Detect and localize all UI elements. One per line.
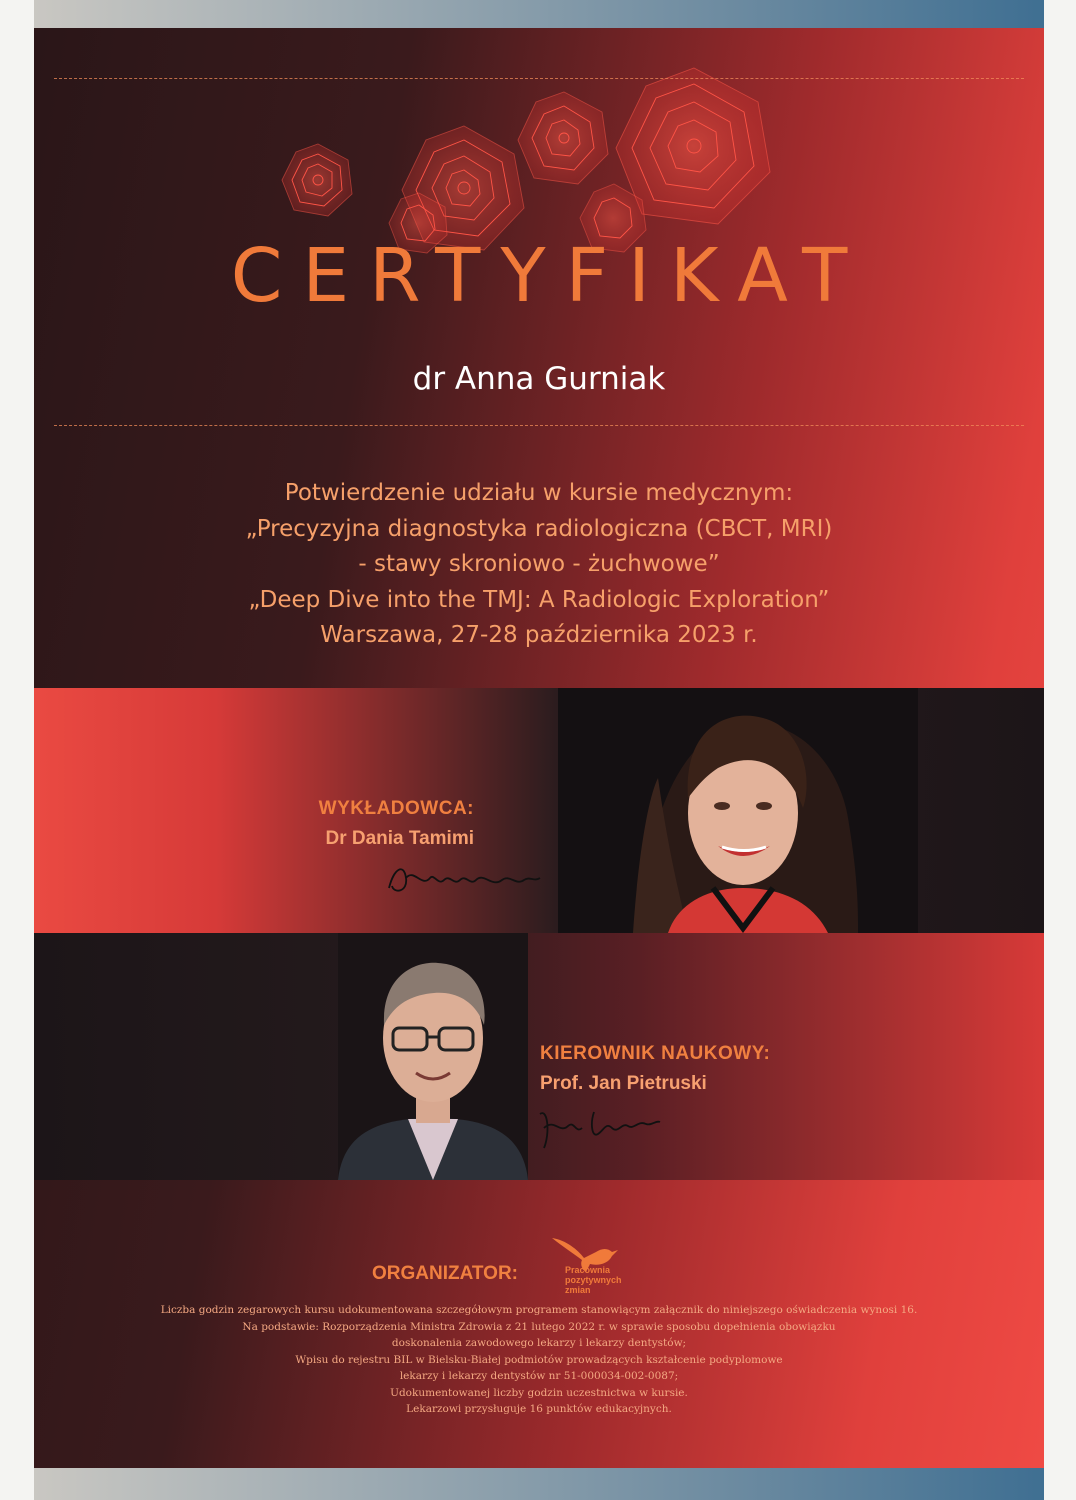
- logo-text-line: zmian: [565, 1285, 591, 1295]
- director-label: KIEROWNIK NAUKOWY:: [540, 1043, 771, 1064]
- recipient-name: dr Anna Gurniak: [412, 361, 666, 397]
- lecturer-block: [319, 798, 474, 858]
- footer-line: Liczba godzin zegarowych kursu udokumentowana szczegółowym programem stanowiącym załącznik do niniejszego oświadczenia wynosi 16.: [160, 1304, 918, 1316]
- lecturer-portrait: [558, 688, 918, 933]
- bottom-edge-strip: [34, 1468, 1044, 1500]
- footer-line: Na podstawie: Rozporządzenia Ministra Zdrowia z 21 lutego 2022 r. w sprawie sposobu dopełnienia obowiązku: [242, 1320, 836, 1333]
- course-line: - stawy skroniowo - żuchwowe”: [358, 551, 720, 577]
- course-line: Warszawa, 27-28 października 2023 r.: [320, 622, 758, 648]
- organizer-label: ORGANIZATOR:: [372, 1263, 519, 1284]
- lecturer-label: WYKŁADOWCA:: [318, 798, 474, 819]
- organizer-label-wrap: [372, 1263, 518, 1285]
- footer-line: Udokumentowanej liczby godzin uczestnictwa w kursie.: [390, 1386, 688, 1399]
- footer-notes: [34, 1302, 1044, 1418]
- footer-line: doskonalenia zawodowego lekarzy i lekarzy dentystów;: [391, 1337, 687, 1349]
- director-signature: [534, 1104, 664, 1154]
- certificate-sheet: [34, 28, 1044, 1468]
- course-line: „Precyzyjna diagnostyka radiologiczna (CBCT, MRI): [245, 515, 833, 542]
- course-description: [34, 476, 1044, 654]
- lecturer-name: Dr Dania Tamimi: [325, 828, 474, 849]
- course-line: „Deep Dive into the TMJ: A Radiologic Exploration”: [248, 586, 830, 613]
- director-block: [540, 1043, 770, 1103]
- lecturer-signature: [384, 858, 544, 898]
- organizer-logo-text: [565, 1265, 622, 1295]
- logo-text-line: pozytywnych: [565, 1275, 622, 1285]
- floral-ornament: [274, 48, 794, 263]
- footer-line: Lekarzowi przysługuje 16 punktów edukacyjnych.: [406, 1403, 672, 1415]
- certificate-title: CERTYFIKAT: [230, 233, 868, 319]
- director-portrait: [338, 933, 528, 1180]
- course-line: Potwierdzenie udziału w kursie medycznym:: [284, 480, 794, 506]
- logo-text-line: Pracownia: [565, 1265, 611, 1275]
- footer-line: Wpisu do rejestru BIL w Bielsku-Białej podmiotów prowadzących kształcenie podyplomowe: [295, 1353, 783, 1366]
- footer-line: lekarzy i lekarzy dentystów nr 51-000034-002-0087;: [399, 1370, 679, 1382]
- middle-dashed-divider: [54, 425, 1024, 426]
- director-name: Prof. Jan Pietruski: [540, 1073, 707, 1094]
- top-edge-strip: [34, 0, 1044, 28]
- top-dashed-divider: [54, 78, 1024, 79]
